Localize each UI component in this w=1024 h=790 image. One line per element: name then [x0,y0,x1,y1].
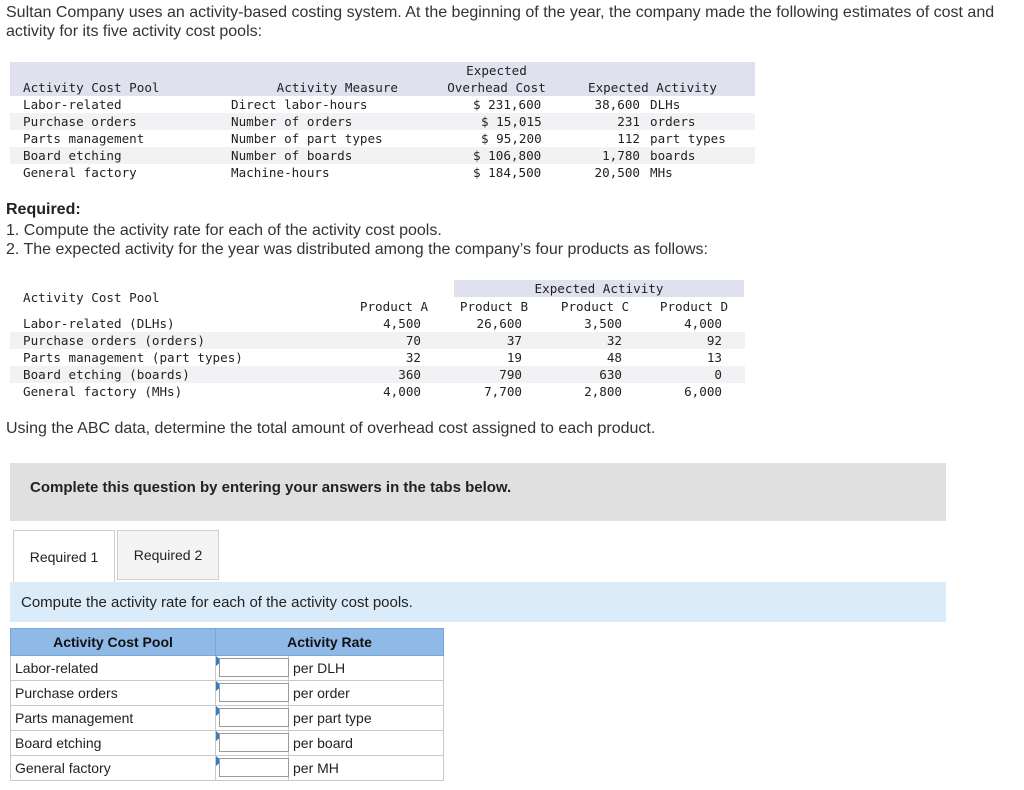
required-item-2: 2. The expected activity for the year was distributed among the company’s four products as follows: [6,241,708,258]
table1-measure: Number of part types [231,131,383,146]
table1-pool: Parts management [23,131,145,146]
unit-label: per order [289,681,444,706]
table2-value: 630 [599,367,622,382]
table1-qty: 20,500 [594,165,640,180]
table1-measure: Machine-hours [231,165,330,180]
rate-cell [216,706,289,731]
table2-pool: Board etching (boards) [23,367,190,382]
table1-qty: 231 [617,114,640,129]
table2-pool: General factory (MHs) [23,384,183,399]
problem-intro: Sultan Company uses an activity-based costing system. At the beginning of the year, the company made the following estimates of cost and activity for its five activity cost pools: [6,4,995,40]
complete-question-text: Complete this question by entering your answers in the tabs below. [30,479,512,496]
table2-header-product-c: Product C [560,299,630,314]
table1-qty: 1,780 [602,148,640,163]
col-header-activity-rate: Activity Rate [216,629,444,656]
table2-value: 26,600 [476,316,522,331]
table1-pool: Labor-related [23,97,122,112]
rate-cell [216,656,289,681]
table2-header-group: Expected Activity [534,281,664,296]
table2-value: 4,000 [383,384,421,399]
table2-pool: Labor-related (DLHs) [23,316,175,331]
table1-cost: $ 231,600 [473,97,542,112]
table1-row-band [10,147,755,164]
table1-unit: orders [650,114,696,129]
table2-pool: Purchase orders (orders) [23,333,205,348]
table2-header-pool: Activity Cost Pool [23,290,160,305]
table2-header-product-a: Product A [359,299,429,314]
rate-cell [216,681,289,706]
required-item-1: 1. Compute the activity rate for each of the activity cost pools. [6,222,442,239]
table2-value: 70 [405,333,421,348]
table1-header-cost-line2: Overhead Cost [447,80,546,95]
table1-measure: Direct labor-hours [231,97,368,112]
table1-header-activity: Expected Activity [588,80,717,95]
rate-input-general-factory[interactable] [219,758,289,777]
unit-label: per MH [289,756,444,781]
table2-value: 2,800 [584,384,622,399]
table1-unit: boards [650,148,696,163]
table2-value: 4,500 [383,316,421,331]
using-abc-text: Using the ABC data, determine the total amount of overhead cost assigned to each product. [6,420,656,437]
pool-label: Purchase orders [11,681,216,706]
table1-cost: $ 184,500 [473,165,542,180]
col-header-activity-cost-pool: Activity Cost Pool [11,629,216,656]
table1-cost: $ 106,800 [473,148,542,163]
instruction-text: Compute the activity rate for each of the activity cost pools. [21,594,413,611]
table1-cost: $ 15,015 [481,114,542,129]
table2-value: 32 [606,333,622,348]
table2-value: 7,700 [484,384,522,399]
tab-required-1[interactable]: Required 1 [13,530,115,582]
table1-header-measure: Activity Measure [276,80,398,95]
table1-qty: 112 [617,131,640,146]
table2-value: 13 [706,350,722,365]
table2-pool: Parts management (part types) [23,350,243,365]
table1-unit: DLHs [650,97,681,112]
pool-label: Parts management [11,706,216,731]
table2-value: 790 [499,367,522,382]
rate-input-labor-related[interactable] [219,658,289,677]
tab-required-2[interactable]: Required 2 [117,530,219,580]
table-row [11,706,444,731]
table2-value: 6,000 [684,384,722,399]
table2-value: 0 [714,367,722,382]
table-row [11,756,444,781]
required-title: Required: [6,201,81,218]
rate-input-board-etching[interactable] [219,733,289,752]
table1-pool: Purchase orders [23,114,137,129]
table2-header-product-d: Product D [659,299,729,314]
table-row [11,656,444,681]
table1-cost: $ 95,200 [481,131,542,146]
pool-label: Board etching [11,731,216,756]
unit-label: per part type [289,706,444,731]
table2-value: 48 [606,350,622,365]
table1-qty: 38,600 [594,97,640,112]
table1-measure: Number of orders [231,114,353,129]
table1-unit: MHs [650,165,673,180]
table2-value: 360 [398,367,421,382]
rate-cell [216,756,289,781]
unit-label: per board [289,731,444,756]
table1-unit: part types [650,131,726,146]
table2-value: 4,000 [684,316,722,331]
unit-label: per DLH [289,656,444,681]
table1-header-pool: Activity Cost Pool [23,80,160,95]
table1-pool: Board etching [23,148,122,163]
rate-input-purchase-orders[interactable] [219,683,289,702]
rate-cell [216,731,289,756]
table1-pool: General factory [23,165,137,180]
table-row [11,681,444,706]
table2-value: 32 [405,350,421,365]
table2-value: 92 [706,333,722,348]
pool-label: General factory [11,756,216,781]
table1-header-cost-line1: Expected [466,63,527,78]
table2-value: 19 [506,350,522,365]
table1-measure: Number of boards [231,148,353,163]
table2-header-product-b: Product B [459,299,529,314]
rate-input-parts-management[interactable] [219,708,289,727]
activity-rate-table [10,628,444,781]
table2-value: 3,500 [584,316,622,331]
pool-label: Labor-related [11,656,216,681]
table2-value: 37 [506,333,522,348]
table-row [11,731,444,756]
